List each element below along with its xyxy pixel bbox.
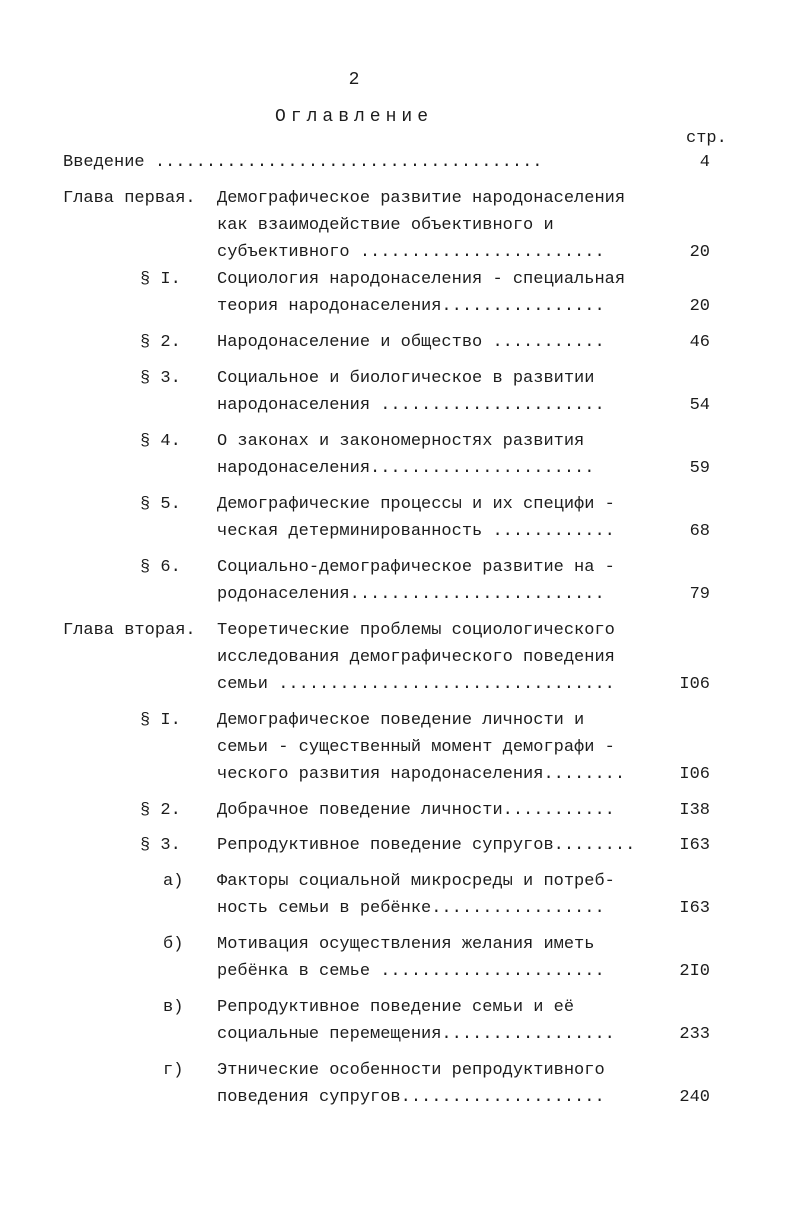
section-title-line: Демографическое поведение личности и bbox=[217, 711, 585, 730]
section-page: 59 bbox=[689, 459, 710, 478]
section-title-line: родонаселения......................... bbox=[217, 585, 605, 604]
section-title-line: О законах и закономерностях развития bbox=[217, 432, 585, 451]
section-page: 79 bbox=[689, 585, 710, 604]
subsection-label: б) bbox=[163, 935, 184, 954]
subsection-title-line: ребёнка в семье ...................... bbox=[217, 962, 605, 981]
section-label: § I. bbox=[140, 270, 181, 289]
chapter-1-title-line-2: как взаимодействие объективного и bbox=[217, 216, 554, 235]
chapter-label-1: Глава первая. bbox=[63, 189, 196, 208]
chapter-1-title-line-1: Демографическое развитие народонаселения bbox=[217, 189, 626, 208]
subsection-page: 240 bbox=[679, 1088, 710, 1107]
toc-page-intro: 4 bbox=[699, 153, 710, 172]
section-title-line: семьи - существенный момент демографи - bbox=[217, 738, 615, 757]
section-title-line: Народонаселение и общество ........... bbox=[217, 333, 605, 352]
section-title-line: ческого развития народонаселения........ bbox=[217, 765, 626, 784]
chapter-2-title-line-3: семьи ................................. bbox=[217, 675, 615, 694]
subsection-title-line: социальные перемещения................. bbox=[217, 1025, 615, 1044]
subsection-page: 2I0 bbox=[679, 962, 710, 981]
subsection-title-line: Этнические особенности репродуктивного bbox=[217, 1061, 605, 1080]
section-title-line: теория народонаселения................ bbox=[217, 297, 605, 316]
section-title-line: народонаселения ...................... bbox=[217, 396, 605, 415]
section-page: 54 bbox=[689, 396, 710, 415]
section-label: § 3. bbox=[140, 369, 181, 388]
chapter-2-page: I06 bbox=[679, 675, 710, 694]
subsection-label: в) bbox=[163, 998, 184, 1017]
page-column-label: стр. bbox=[686, 129, 727, 148]
section-label: § 4. bbox=[140, 432, 181, 451]
section-page: I06 bbox=[679, 765, 710, 784]
chapter-1-title-line-3: субъективного ........................ bbox=[217, 243, 605, 262]
section-page: I63 bbox=[679, 836, 710, 855]
chapter-2-title-line-2: исследования демографического поведения bbox=[217, 648, 615, 667]
subsection-title-line: ность семьи в ребёнке................. bbox=[217, 899, 605, 918]
section-title-line: Репродуктивное поведение супругов........ bbox=[217, 836, 636, 855]
chapter-label-2: Глава вторая. bbox=[63, 621, 196, 640]
section-label: § I. bbox=[140, 711, 181, 730]
section-page: 68 bbox=[689, 522, 710, 541]
section-title-line: Социально-демографическое развитие на - bbox=[217, 558, 615, 577]
section-page: I38 bbox=[679, 801, 710, 820]
section-title-line: Социология народонаселения - специальная bbox=[217, 270, 626, 289]
chapter-1-page: 20 bbox=[689, 243, 710, 262]
subsection-label: а) bbox=[163, 872, 184, 891]
subsection-page: 233 bbox=[679, 1025, 710, 1044]
section-page: 20 bbox=[689, 297, 710, 316]
section-label: § 2. bbox=[140, 801, 181, 820]
toc-title: Оглавление bbox=[274, 107, 434, 127]
subsection-title-line: Репродуктивное поведение семьи и её bbox=[217, 998, 575, 1017]
subsection-label: г) bbox=[163, 1061, 184, 1080]
section-label: § 2. bbox=[140, 333, 181, 352]
section-label: § 6. bbox=[140, 558, 181, 577]
section-title-line: ческая детерминированность ............ bbox=[217, 522, 615, 541]
section-title-line: народонаселения...................... bbox=[217, 459, 595, 478]
subsection-title-line: Мотивация осуществления желания иметь bbox=[217, 935, 595, 954]
subsection-title-line: поведения супругов.................... bbox=[217, 1088, 605, 1107]
section-label: § 3. bbox=[140, 836, 181, 855]
section-label: § 5. bbox=[140, 495, 181, 514]
section-title-line: Демографические процессы и их специфи - bbox=[217, 495, 615, 514]
subsection-title-line: Факторы социальной микросреды и потреб- bbox=[217, 872, 615, 891]
chapter-2-title-line-1: Теоретические проблемы социологического bbox=[217, 621, 615, 640]
section-title-line: Социальное и биологическое в развитии bbox=[217, 369, 595, 388]
section-page: 46 bbox=[689, 333, 710, 352]
page-number: 2 bbox=[348, 70, 360, 90]
subsection-page: I63 bbox=[679, 899, 710, 918]
section-title-line: Добрачное поведение личности........... bbox=[217, 801, 615, 820]
toc-entry-intro: Введение ...................................... bbox=[63, 153, 543, 172]
